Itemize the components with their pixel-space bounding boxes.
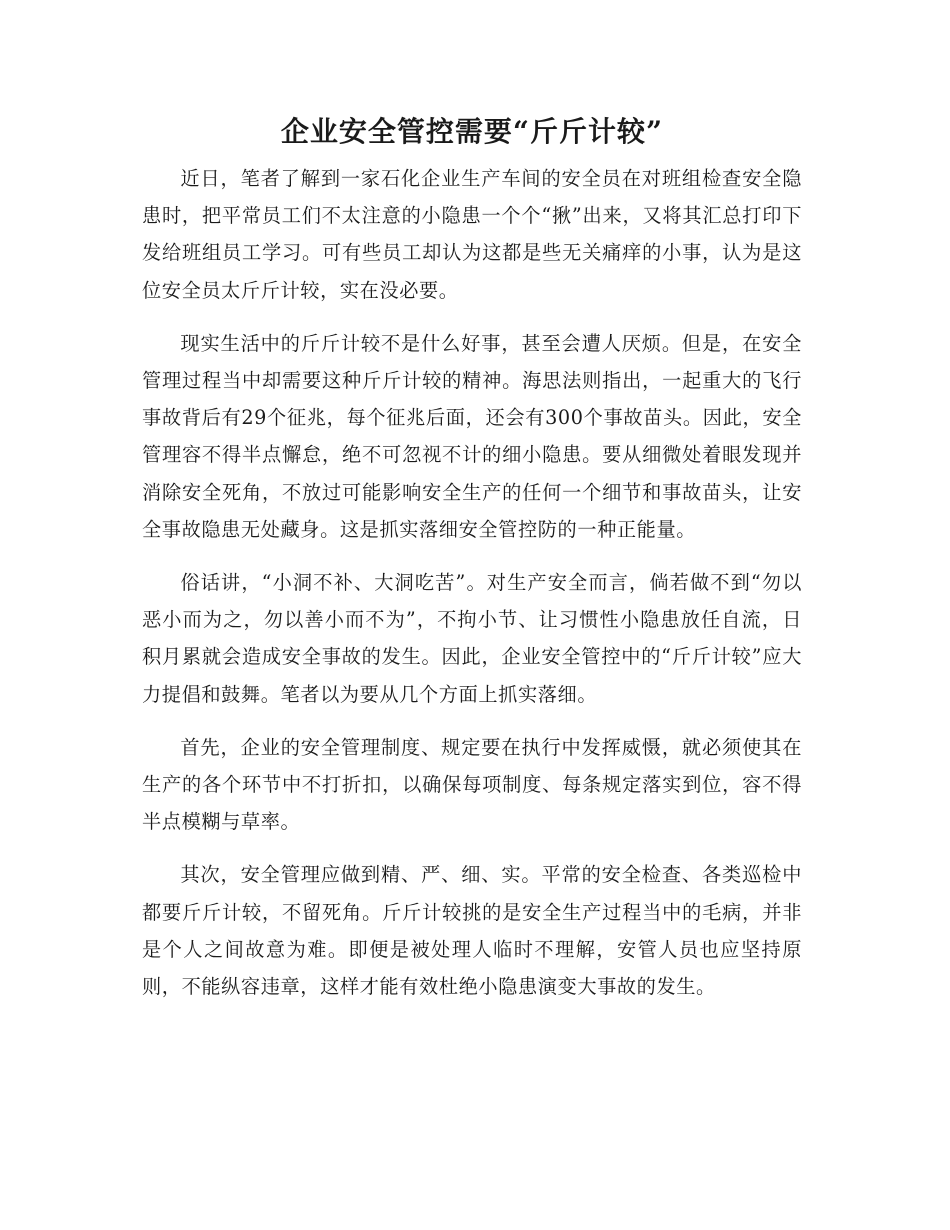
paragraph-4: 首先，企业的安全管理制度、规定要在执行中发挥威慑，就必须使其在生产的各个环节中不打折扣，以确保每项制度、每条规定落实到位，容不得半点模糊与草率。 bbox=[142, 735, 802, 834]
paragraph-3: 俗话讲，“小洞不补、大洞吃苦”。对生产安全而言，倘若做不到“勿以恶小而为之，勿以善小而不为”，不拘小节、让习惯性小隐患放任自流，日积月累就会造成安全事故的发生。因此，企业安全管控中的“斤斤计较”应大力提倡和鼓舞。笔者以为要从几个方面上抓实落细。 bbox=[142, 571, 802, 706]
paragraph-5: 其次，安全管理应做到精、严、细、实。平常的安全检查、各类巡检中都要斤斤计较，不留死角。斤斤计较挑的是安全生产过程当中的毛病，并非是个人之间故意为难。即便是被处理人临时不理解，安管人员也应坚持原则，不能纵容违章，这样才能有效杜绝小隐患演变大事故的发生。 bbox=[142, 863, 802, 999]
paragraph-1: 近日，笔者了解到一家石化企业生产车间的安全员在对班组检查安全隐患时，把平常员工们不太注意的小隐患一个个“揪”出来，又将其汇总打印下发给班组员工学习。可有些员工却认为这都是些无关痛痒的小事，认为是这位安全员太斤斤计较，实在没必要。 bbox=[142, 167, 802, 302]
document-page bbox=[142, 108, 802, 1021]
document-title: 企业安全管控需要“斤斤计较” bbox=[280, 115, 664, 148]
paragraph-2: 现实生活中的斤斤计较不是什么好事，甚至会遭人厌烦。但是，在安全管理过程当中却需要这种斤斤计较的精神。海思法则指出，一起重大的飞行事故背后有29个征兆，每个征兆后面，还会有300个事故苗头。因此，安全管理容不得半点懈怠，绝不可忽视不计的细小隐患。要从细微处着眼发现并消除安全死角，不放过可能影响安全生产的任何一个细节和事故苗头，让安全事故隐患无处藏身。这是抓实落细安全管控防的一种正能量。 bbox=[142, 331, 802, 541]
